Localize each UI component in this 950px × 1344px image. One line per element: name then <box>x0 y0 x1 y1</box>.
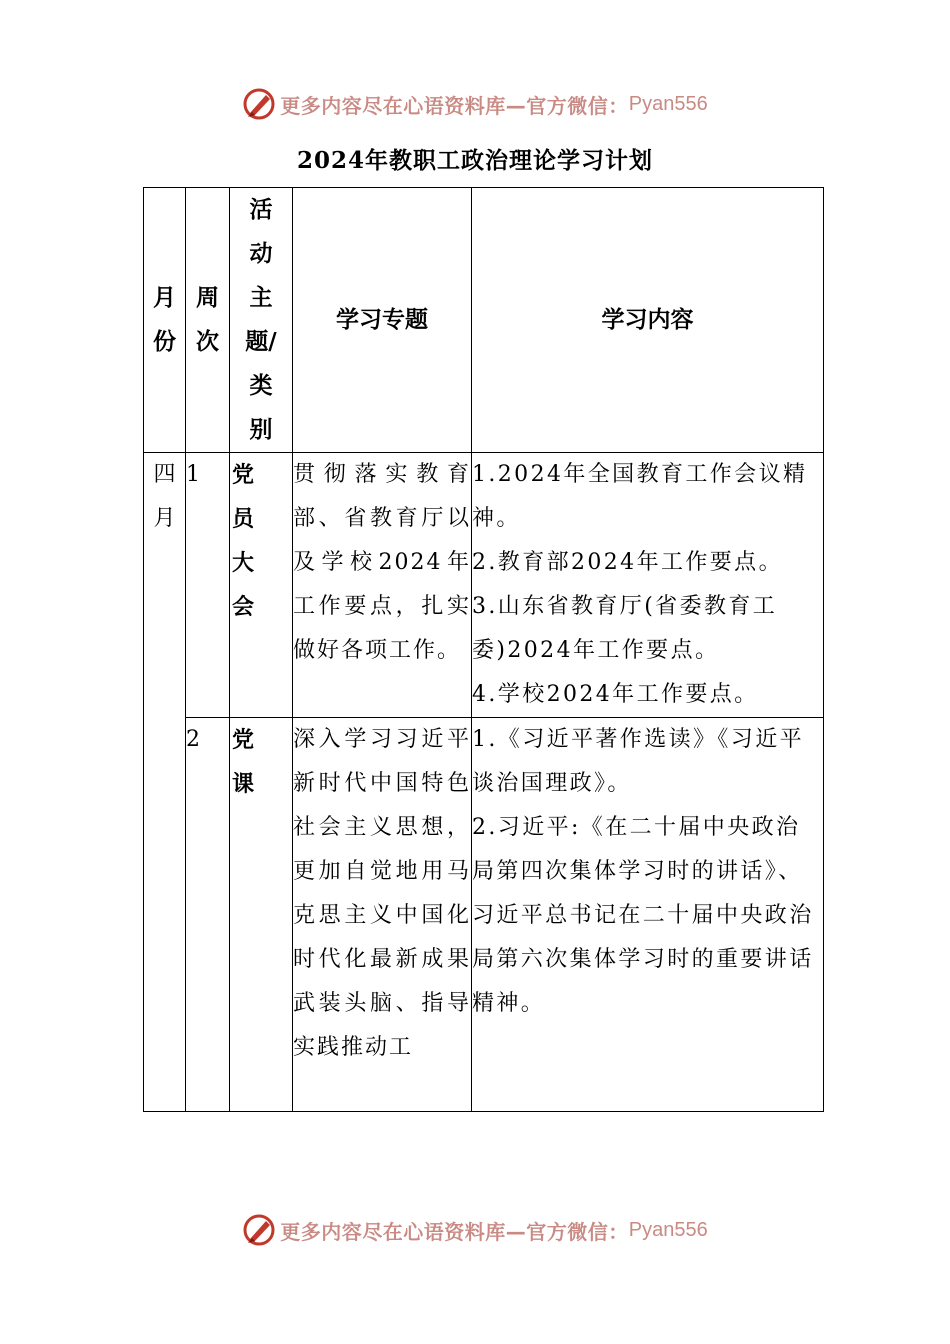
header-content: 学习内容 <box>472 188 824 453</box>
cell-week: 1 <box>186 453 230 718</box>
cell-week: 2 <box>186 718 230 1112</box>
cell-content: 1.《习近平著作选读》《习近平谈治国理政》。 2.习近平:《在二十届中央政治局第四次集体学习时的讲话》、习近平总书记在二十届中央政治局第六次集体学习时的重要讲话精神。 <box>472 718 824 1112</box>
table-row <box>144 453 824 718</box>
banner-text: 更多内容尽在心语资料库—官方微信： <box>280 1219 629 1244</box>
banner-wechat-id: Pyan556 <box>628 1218 708 1241</box>
header-category: 活 动 主 题/ 类 别 <box>230 188 293 453</box>
header-week: 周 次 <box>186 188 230 453</box>
banner-text: 更多内容尽在心语资料库—官方微信： <box>280 93 629 118</box>
table-row <box>144 718 824 1112</box>
table-header-row <box>144 188 824 453</box>
study-plan-table <box>143 187 824 1112</box>
cell-category: 党 员 大 会 <box>230 453 293 718</box>
document-title: 2024年教职工政治理论学习计划 <box>296 147 653 174</box>
cell-content: 1.2024年全国教育工作会议精神。 2.教育部2024年工作要点。 3.山东省教育厅(省委教育工委)2024年工作要点。 4.学校2024年工作要点。 <box>472 453 824 718</box>
pen-logo-icon <box>242 1213 276 1247</box>
header-topic: 学习专题 <box>293 188 472 453</box>
cell-topic: 深入学习习近平新时代中国特色社会主义思想，更加自觉地用马克思主义中国化时代化最新成果武装头脑、指导实践推动工 <box>293 718 472 1112</box>
header-month: 月 份 <box>144 188 186 453</box>
cell-category: 党 课 <box>230 718 293 1112</box>
cell-topic: 贯彻落实教育部、省教育厅以及学校2024年工作要点，扎实做好各项工作。 <box>293 453 472 718</box>
header-banner <box>0 84 950 124</box>
banner-wechat-id: Pyan556 <box>628 92 708 115</box>
pen-logo-icon <box>242 87 276 121</box>
footer-banner <box>0 1210 950 1250</box>
cell-month: 四 月 <box>144 453 186 1112</box>
